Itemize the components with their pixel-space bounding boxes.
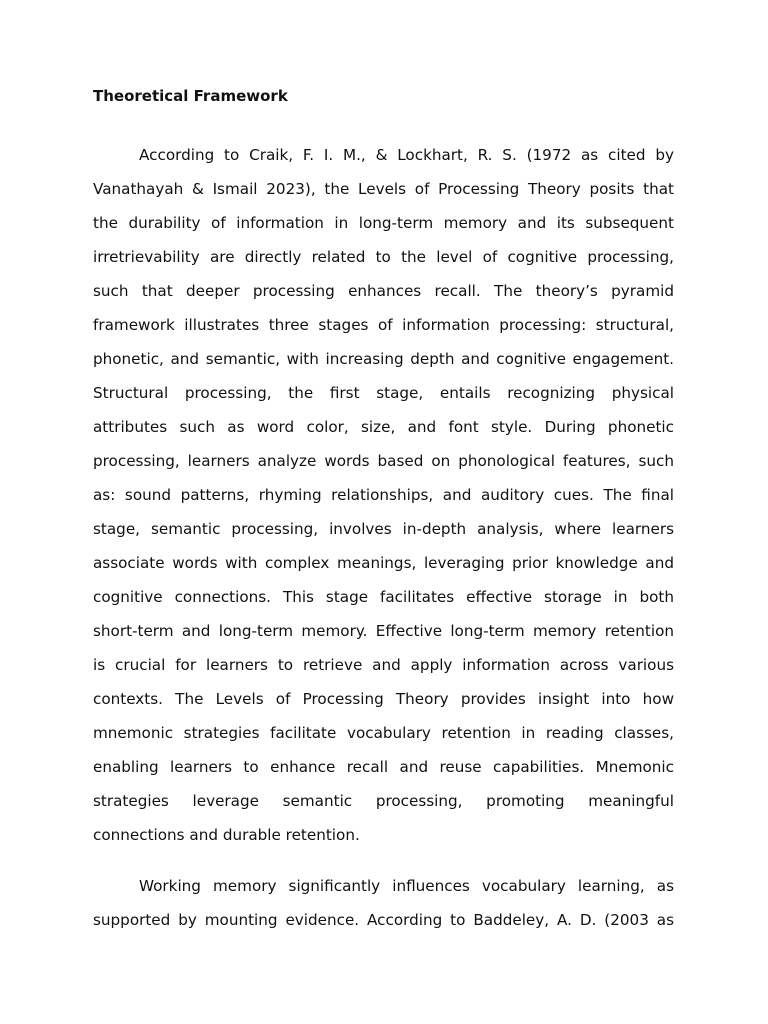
text-line: processing, learners analyze words based on phonological features, such: [93, 452, 674, 470]
paragraph-levels-of-processing: [93, 138, 674, 852]
text-line: as: sound patterns, rhyming relationships, and auditory cues. The final: [93, 486, 674, 504]
text-line: According to Craik, F. I. M., & Lockhart, R. S. (1972 as cited by: [139, 146, 674, 164]
text-line: enabling learners to enhance recall and reuse capabilities. Mnemonic: [93, 758, 674, 776]
text-line: associate words with complex meanings, leveraging prior knowledge and: [93, 554, 674, 572]
text-line: is crucial for learners to retrieve and apply information across various: [93, 656, 674, 674]
text-line: short-term and long-term memory. Effective long-term memory retention: [93, 622, 674, 640]
text-line: such that deeper processing enhances recall. The theory’s pyramid: [93, 282, 674, 300]
paragraph-working-memory: [93, 869, 674, 937]
text-line: framework illustrates three stages of information processing: structural,: [93, 316, 674, 334]
text-line: the durability of information in long-term memory and its subsequent: [93, 214, 674, 232]
text-line: attributes such as word color, size, and font style. During phonetic: [93, 418, 674, 436]
text-line: connections and durable retention.: [93, 826, 360, 844]
text-line: Working memory significantly influences vocabulary learning, as: [139, 877, 674, 895]
text-line: Vanathayah & Ismail 2023), the Levels of Processing Theory posits that: [93, 180, 674, 198]
text-line: contexts. The Levels of Processing Theory provides insight into how: [93, 690, 674, 708]
text-line: Structural processing, the first stage, entails recognizing physical: [93, 384, 674, 402]
text-line: irretrievability are directly related to the level of cognitive processing,: [93, 248, 674, 266]
text-line: cognitive connections. This stage facilitates effective storage in both: [93, 588, 674, 606]
section-heading: Theoretical Framework: [93, 87, 288, 105]
text-line: supported by mounting evidence. According to Baddeley, A. D. (2003 as: [93, 911, 674, 929]
document-page: [93, 83, 674, 937]
text-line: mnemonic strategies facilitate vocabulary retention in reading classes,: [93, 724, 674, 742]
text-line: stage, semantic processing, involves in-depth analysis, where learners: [93, 520, 674, 538]
text-line: strategies leverage semantic processing, promoting meaningful: [93, 792, 674, 810]
text-line: phonetic, and semantic, with increasing depth and cognitive engagement.: [93, 350, 674, 368]
